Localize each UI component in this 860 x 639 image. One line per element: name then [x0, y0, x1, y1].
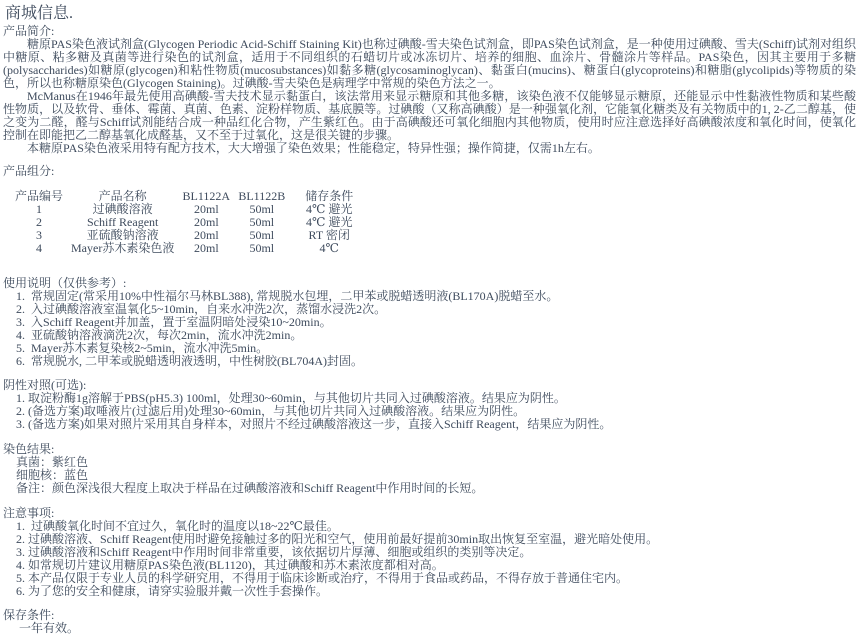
table-cell-size-b: 50ml [249, 228, 275, 242]
notes-list [3, 533, 856, 598]
item-text: Mayer苏木素复染核2~5min，流水冲洗5min。 [31, 341, 269, 355]
section-results [3, 443, 856, 495]
table-cell-storage: 4℃ [319, 241, 339, 255]
table-cell-storage: 4℃ 避光 [306, 202, 353, 216]
results-list [3, 456, 856, 495]
table-row [9, 242, 371, 255]
table-cell-size-b: 50ml [249, 202, 275, 216]
table-cell-size-b: 50ml [249, 241, 275, 255]
table-cell-size-a: 20ml [193, 202, 219, 216]
table-cell-storage: 4℃ 避光 [306, 215, 353, 229]
result-line: 备注：颜色深浅很大程度上取决于样品在过碘酸溶液和Schiff Reagent中作用时间的长短。 [16, 481, 484, 495]
item-number: 6. [16, 354, 25, 368]
table-header-cell: 产品编号 [14, 189, 63, 203]
section-storage [3, 609, 856, 635]
instructions-heading: 使用说明（仅供参考）: [3, 276, 127, 290]
table-cell-name: Mayer苏木素染色液 [71, 241, 175, 255]
page-title: 商城信息. [5, 5, 74, 22]
result-line: 细胞核：蓝色 [16, 468, 89, 482]
negative-control-heading: 阴性对照(可选): [3, 378, 87, 392]
instruction-item [3, 355, 856, 368]
table-cell-number: 1 [36, 202, 42, 216]
table-cell-size-a: 20ml [193, 241, 219, 255]
table-header-cell: BL1122A [182, 189, 231, 203]
storage-heading: 保存条件: [3, 608, 55, 622]
table-cell-name: 过碘酸溶液 [92, 202, 153, 216]
note-item: 4. 如常规切片建议用糖原PAS染色液(BL1120)，其过碘酸和苏木素浓度都相对高。 [16, 558, 444, 572]
components-table [9, 190, 371, 255]
intro-paragraph: 糖原PAS染色液试剂盒(Glycogen Periodic Acid-Schiff Staining Kit)也称过碘酸-雪夫染色试剂盒，即PAS染色试剂盒，是一种使用过碘酸、雪夫(Schiff)试剂对组织中糖原、粘多糖及真菌等进行染色的试剂盒，适用于不同组织的石蜡切片或冰冻切片、培养的细胞、血涂片、骨髓涂片等样品。PAS染色，因其主要用于多糖(polysaccharides)如糖原(glycogen)和粘性物质(mucosubstances)如黏多糖(glycosaminoglycan)、黏蛋白(mucins)、糖蛋白(glycoproteins)和糖脂(glycolipids)等物质的染色，所以也称糖原染色(Glycogen Staining)。过碘酸-雪夫染色是病理学中常规的染色方法之一。 [3, 37, 856, 90]
note-item: 2. 过碘酸溶液、Schiff Reagent使用时避免接触过多的阳光和空气，使用前最好提前30min取出恢复至室温，避光暗处使用。 [16, 532, 659, 546]
item-text: 入过碘酸溶液室温氧化5~10min，自来水冲洗2次，蒸馏水浸洗2次。 [31, 302, 387, 316]
instructions-list [3, 290, 856, 368]
section-intro [3, 25, 856, 155]
item-text: 常规固定(常采用10%中性福尔马林BL388), 常规脱水包埋，二甲苯或脱蜡透明液(BL170A)脱蜡至水。 [31, 289, 559, 303]
note-item: 6. 为了您的安全和健康，请穿实验服并戴一次性手套操作。 [16, 584, 329, 598]
notes-heading: 注意事项: [3, 506, 55, 520]
table-cell-size-a: 20ml [193, 215, 219, 229]
intro-paragraph: McManus在1946年最先使用高碘酸-雪夫技术显示黏蛋白，该法常用来显示糖原和其他多糖，该染色液不仅能够显示糖原，还能显示中性黏液性物质和某些酸性物质，以及软骨、垂体、霉菌、真菌、色素、淀粉样物质、基底膜等。过碘酸（又称高碘酸）是一种强氧化剂，它能氧化糖类及有关物质中的1, 2-乙二醇基，使之变为二醛，醛与Schiff试剂能结合成一种品红化合物，产生紫红色。由于高碘酸还可氧化细胞内其他物质，使用时应注意选择好高碘酸浓度和氧化时间，使氧化控制在即能把乙二醇基氧化成醛基，又不至于过氧化，这是很关键的步骤。 [3, 89, 856, 142]
item-text: 亚硫酸钠溶液滴洗2次，每次2min，流水冲洗2min。 [31, 328, 303, 342]
negative-control-list [3, 392, 856, 431]
section-notes [3, 507, 856, 598]
negative-control-item: 1. 取淀粉酶1g溶解于PBS(pH5.3) 100ml，处理30~60min，与其他切片共同入过碘酸溶液。结果应为阴性。 [16, 391, 566, 405]
item-text: 过碘酸氧化时间不宜过久，氧化时的温度以18~22℃最佳。 [31, 519, 339, 533]
table-header-cell: 储存条件 [305, 189, 354, 203]
table-cell-number: 3 [36, 228, 42, 242]
section-instructions [3, 277, 856, 368]
negative-control-item: 3. (备选方案)如果对照片采用其自身样本，对照片不经过碘酸溶液这一步，直接入Schiff Reagent，结果应为阴性。 [16, 417, 612, 431]
item-number: 1. [16, 289, 25, 303]
table-header-cell: 产品名称 [98, 189, 147, 203]
result-line: 真菌：紫红色 [16, 455, 89, 469]
storage-list [3, 622, 856, 635]
table-cell-name: 亚硫酸钠溶液 [86, 228, 159, 242]
note-item: 5. 本产品仅限于专业人员的科学研究用，不得用于临床诊断或治疗，不得用于食品或药品，不得存放于普通住宅内。 [16, 571, 629, 585]
intro-heading: 产品简介: [3, 24, 55, 38]
item-number: 1. [16, 519, 25, 533]
table-cell-storage: RT 密闭 [308, 228, 350, 242]
table-row [9, 229, 371, 242]
table-header-cell: BL1122B [238, 189, 286, 203]
components-heading: 产品组分: [3, 164, 55, 178]
section-components [3, 165, 856, 255]
table-cell-name: Schiff Reagent [86, 215, 159, 229]
section-negative-control [3, 379, 856, 431]
table-cell-number: 4 [36, 241, 42, 255]
item-number: 2. [16, 302, 25, 316]
note-item: 3. 过碘酸溶液和Schiff Reagent中作用时间非常重要，该依据切片厚薄、细胞或组织的类别等决定。 [16, 545, 532, 559]
storage-line: 一年有效。 [19, 621, 80, 635]
item-number: 4. [16, 328, 25, 342]
item-text: 入Schiff Reagent并加盖，置于室温阴暗处浸染10~20min。 [31, 315, 332, 329]
item-number: 3. [16, 315, 25, 329]
table-cell-size-a: 20ml [193, 228, 219, 242]
item-number: 5. [16, 341, 25, 355]
intro-paragraphs [3, 38, 856, 155]
table-cell-size-b: 50ml [249, 215, 275, 229]
table-cell-number: 2 [36, 215, 42, 229]
intro-paragraph: 本糖原PAS染色液采用特有配方技术，大大增强了染色效果；性能稳定，特异性强；操作简捷，仅需1h左右。 [27, 141, 600, 155]
item-text: 常规脱水, 二甲苯或脱蜡透明液透明，中性树胶(BL704A)封固。 [31, 354, 363, 368]
results-heading: 染色结果: [3, 442, 55, 456]
negative-control-item: 2. (备选方案)取唾液片(过滤后用)处理30~60min，与其他切片共同入过碘酸溶液。结果应为阴性。 [16, 404, 526, 418]
